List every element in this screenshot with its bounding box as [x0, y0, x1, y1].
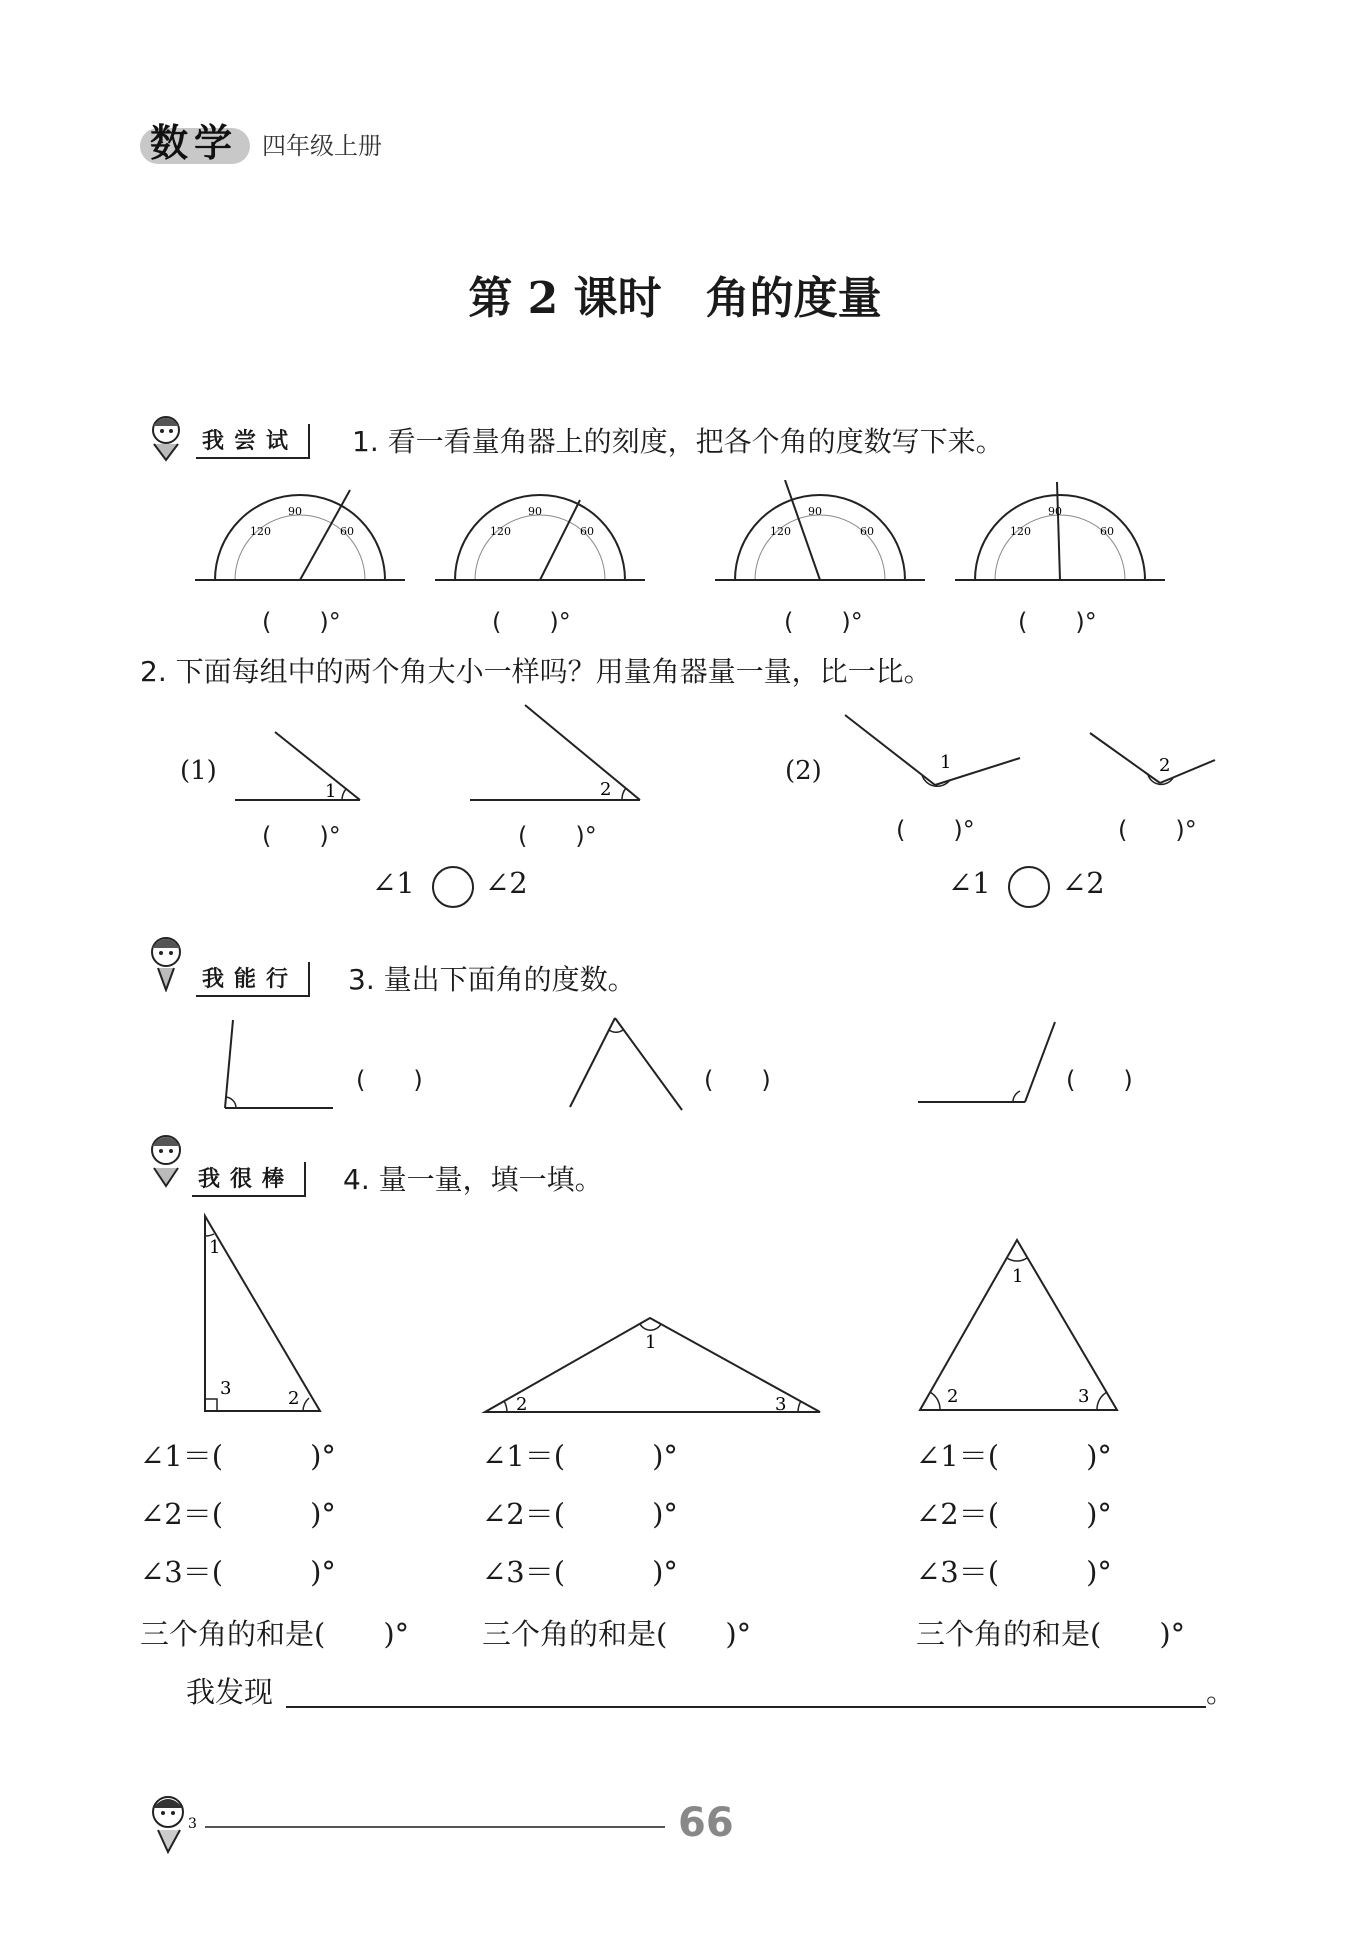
angle-label-1b: 1 [940, 752, 952, 773]
tri2-sum-row[interactable]: 三个角的和是( )° [482, 1617, 752, 1651]
triangle-1 [195, 1208, 325, 1418]
angle-label-1: 1 [325, 781, 337, 802]
q2-answer-2a[interactable]: ( )° [518, 822, 597, 850]
scale-120: 120 [490, 525, 511, 538]
tri3-label-3: 3 [1078, 1386, 1090, 1407]
scale-60: 60 [860, 525, 874, 538]
tri2-angle2-row[interactable]: ∠2＝( )° [482, 1497, 678, 1531]
question-3: 3. 量出下面角的度数。 [348, 963, 636, 996]
compare-right-2: ∠2 [1062, 866, 1105, 900]
mascot-girl-icon [140, 412, 192, 462]
q3-answer-3[interactable]: ( ) [1066, 1066, 1133, 1094]
compare-circle-2[interactable] [1008, 866, 1050, 908]
badge-can: 我能行 [196, 962, 310, 997]
badge-try: 我尝试 [196, 424, 310, 459]
subject-title: 数学 [150, 120, 239, 165]
tri2-angle3-row[interactable]: ∠3＝( )° [482, 1555, 678, 1589]
tri3-label-1: 1 [1012, 1266, 1024, 1287]
angle-1a [230, 720, 370, 810]
q2-answer-2b[interactable]: ( )° [1118, 816, 1197, 844]
question-4: 4. 量一量，填一填。 [343, 1163, 603, 1196]
tri3-angle3-row[interactable]: ∠3＝( )° [916, 1555, 1112, 1589]
protractor-3 [710, 480, 930, 590]
tri2-angle1-row[interactable]: ∠1＝( )° [482, 1439, 678, 1473]
angle-1b [840, 710, 1030, 790]
group-1-label: (1) [180, 756, 217, 786]
grade-label: 四年级上册 [262, 132, 382, 160]
compare-right-1: ∠2 [485, 866, 528, 900]
protractor-4 [950, 480, 1170, 590]
discover-answer-line[interactable] [286, 1706, 1206, 1708]
protractor-answer-1[interactable]: ( )° [262, 608, 341, 636]
protractor-answer-2[interactable]: ( )° [492, 608, 571, 636]
tri3-angle1-row[interactable]: ∠1＝( )° [916, 1439, 1112, 1473]
tri1-label-3: 3 [220, 1378, 232, 1399]
scale-90: 90 [808, 505, 822, 518]
mascot-boy-icon [138, 1790, 208, 1860]
q3-angle-3 [915, 1018, 1060, 1108]
angle-2a [465, 695, 655, 810]
q3-angle-1 [215, 1015, 340, 1115]
compare-left-1: ∠1 [372, 866, 415, 900]
protractor-1 [190, 480, 410, 590]
footer-rule [205, 1826, 665, 1828]
footer-mark: 3 [188, 1816, 197, 1832]
compare-circle-1[interactable] [432, 866, 474, 908]
scale-120: 120 [250, 525, 271, 538]
tri1-angle2-row[interactable]: ∠2＝( )° [140, 1497, 336, 1531]
tri2-label-3: 3 [775, 1394, 787, 1415]
q3-angle-2 [560, 1010, 690, 1115]
lesson-title: 第 2 课时 角的度量 [468, 273, 882, 324]
triangle-2 [480, 1310, 825, 1420]
tri3-sum-row[interactable]: 三个角的和是( )° [916, 1617, 1186, 1651]
scale-90: 90 [288, 505, 302, 518]
q2-answer-1a[interactable]: ( )° [262, 822, 341, 850]
scale-60: 60 [580, 525, 594, 538]
tri2-label-1: 1 [645, 1332, 657, 1353]
badge-great: 我很棒 [192, 1162, 306, 1197]
tri2-label-2: 2 [516, 1394, 528, 1415]
protractor-answer-4[interactable]: ( )° [1018, 608, 1097, 636]
scale-60: 60 [340, 525, 354, 538]
discover-label: 我发现 [186, 1675, 274, 1709]
angle-label-2: 2 [600, 779, 612, 800]
tri1-label-2: 2 [288, 1388, 300, 1409]
q2-answer-1b[interactable]: ( )° [896, 816, 975, 844]
tri1-label-1: 1 [209, 1237, 221, 1258]
question-1: 1. 看一看量角器上的刻度，把各个角的度数写下来。 [352, 425, 1004, 458]
scale-90: 90 [1048, 505, 1062, 518]
tri1-angle3-row[interactable]: ∠3＝( )° [140, 1555, 336, 1589]
mascot-girl-icon [140, 1130, 192, 1190]
scale-120: 120 [1010, 525, 1031, 538]
q3-answer-2[interactable]: ( ) [704, 1066, 771, 1094]
tri3-angle2-row[interactable]: ∠2＝( )° [916, 1497, 1112, 1531]
mascot-girl-icon [140, 932, 192, 992]
page-number: 66 [678, 1800, 734, 1846]
scale-60: 60 [1100, 525, 1114, 538]
protractor-2 [430, 480, 650, 590]
angle-2b [1085, 725, 1220, 790]
protractor-answer-3[interactable]: ( )° [784, 608, 863, 636]
tri1-sum-row[interactable]: 三个角的和是( )° [140, 1617, 410, 1651]
question-2: 2. 下面每组中的两个角大小一样吗？用量角器量一量，比一比。 [140, 655, 932, 688]
angle-label-2b: 2 [1159, 755, 1171, 776]
scale-120: 120 [770, 525, 791, 538]
tri3-label-2: 2 [947, 1386, 959, 1407]
triangle-3 [912, 1232, 1122, 1417]
discover-end: 。 [1206, 1675, 1236, 1709]
compare-left-2: ∠1 [948, 866, 991, 900]
tri1-angle1-row[interactable]: ∠1＝( )° [140, 1439, 336, 1473]
group-2-label: (2) [785, 756, 822, 786]
scale-90: 90 [528, 505, 542, 518]
q3-answer-1[interactable]: ( ) [356, 1066, 423, 1094]
